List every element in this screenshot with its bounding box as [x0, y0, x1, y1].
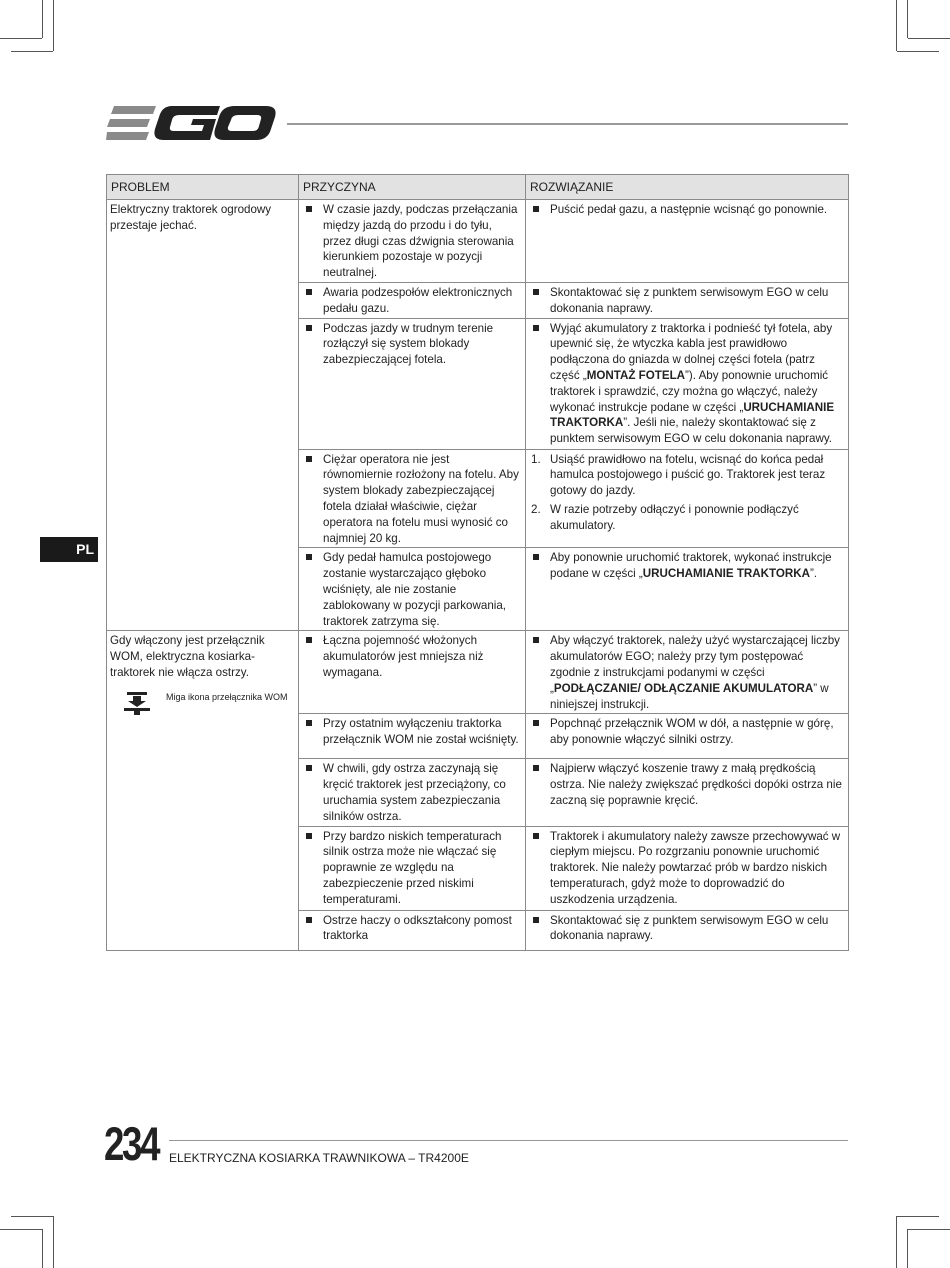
- solution-cell: [526, 910, 849, 950]
- cause-cell: [299, 449, 526, 548]
- wom-switch-icon: [122, 691, 152, 720]
- table-row: [107, 200, 849, 283]
- cause-text: W chwili, gdy ostrza zaczynają się kręcić traktorek jest przeciążony, co uruchamia system zabezpieczania silników ostrza.: [323, 762, 506, 823]
- bullet-icon: [533, 325, 539, 331]
- solution-cell: [526, 714, 849, 759]
- cause-text: Łączna pojemność włożonych akumulatorów jest mniejsza niż wymagana.: [323, 634, 484, 679]
- cause-item: [302, 452, 522, 547]
- cause-cell: [299, 910, 526, 950]
- cause-cell: [299, 714, 526, 759]
- solution-text: ”). Aby ponownie uruchomić traktorek i sprawdzić, czy można go włączyć, należy wykonać instrukcje podane w części „: [550, 368, 829, 414]
- solution-item: [529, 550, 845, 582]
- solution-item: [529, 716, 845, 748]
- cause-item: [302, 716, 522, 748]
- solution-text: ” w niniejszej instrukcji.: [550, 681, 829, 711]
- solution-text: Aby włączyć traktorek, należy użyć wystarczającej liczby akumulatorów EGO; należy przy tym postępować zgodnie z instrukcjami podanymi w części „: [550, 634, 840, 695]
- table-header-row: [107, 175, 849, 200]
- bullet-icon: [306, 206, 312, 212]
- cause-cell: [299, 631, 526, 714]
- solution-cell: [526, 631, 849, 714]
- solution-item: [529, 202, 845, 218]
- cause-item: [302, 202, 522, 281]
- cause-item: [302, 285, 522, 317]
- ego-logo: [106, 100, 278, 146]
- cause-text: Awaria podzespołów elektronicznych pedału gazu.: [323, 286, 513, 315]
- cause-cell: [299, 826, 526, 910]
- solution-text: ”. Jeśli nie, należy skontaktować się z punktem serwisowym EGO w celu dokonania naprawy.: [550, 416, 833, 446]
- solution-cell: [526, 200, 849, 283]
- solution-cell: [526, 283, 849, 319]
- section-reference: URUCHAMIANIE TRAKTORKA: [550, 400, 835, 430]
- table-row: [107, 631, 849, 714]
- cause-cell: [299, 318, 526, 449]
- bullet-icon: [306, 325, 312, 331]
- bullet-icon: [533, 289, 539, 295]
- solution-item: [529, 321, 845, 447]
- wom-icon-caption: Miga ikona przełącznika WOM: [166, 691, 288, 702]
- solution-cell: [526, 548, 849, 631]
- section-reference: PODŁĄCZANIE/ ODŁĄCZANIE AKUMULATORA: [553, 681, 814, 695]
- problem-cell: [107, 631, 299, 950]
- solution-item: [529, 452, 845, 499]
- problem-text: Elektryczny traktorek ogrodowy przestaje jechać.: [110, 203, 272, 232]
- header-problem: PROBLEM: [107, 175, 299, 200]
- page-number: 234: [104, 1117, 159, 1170]
- bullet-icon: [306, 289, 312, 295]
- cause-text: Przy ostatnim wyłączeniu traktorka przełącznik WOM nie został wciśnięty.: [323, 717, 519, 747]
- bullet-icon: [533, 720, 539, 726]
- footer-title: ELEKTRYCZNA KOSIARKA TRAWNIKOWA – TR4200E: [169, 1151, 469, 1165]
- solution-item: [529, 502, 845, 534]
- cause-item: [302, 633, 522, 680]
- step-number: 2.: [531, 502, 541, 516]
- language-tab: PL: [40, 537, 98, 562]
- solution-text: Wyjąć akumulatory z traktorka i podnieść tył fotela, aby upewnić się, że wtyczka kabla jest prawidłowo podłączona do gniazda w dolnej części fotela (patrz część „: [550, 321, 833, 382]
- cause-text: Ostrze haczy o odkształcony pomost traktorka: [323, 913, 512, 943]
- solution-text: Puścić pedał gazu, a następnie wcisnąć go ponownie.: [550, 203, 828, 216]
- problem-cell: [107, 200, 299, 631]
- bullet-icon: [533, 206, 539, 212]
- cause-text: W czasie jazdy, podczas przełączania między jazdą do przodu i do tyłu, przez długi czas dźwignia sterowania kierunkiem pozostaje w pozycji neutralnej.: [323, 203, 518, 280]
- solution-cell: [526, 449, 849, 548]
- solution-cell: [526, 318, 849, 449]
- solution-cell: [526, 826, 849, 910]
- troubleshooting-table: [106, 174, 849, 951]
- cause-text: Podczas jazdy w trudnym terenie rozłączył się system blokady zabezpieczającej fotela.: [323, 321, 494, 367]
- header-cause: PRZYCZYNA: [299, 175, 526, 200]
- cause-item: [302, 550, 522, 629]
- cause-cell: [299, 283, 526, 319]
- solution-item: [529, 633, 845, 712]
- solution-item: [529, 829, 845, 908]
- header-rule: [287, 123, 848, 125]
- bullet-icon: [533, 637, 539, 643]
- cause-text: Ciężar operatora nie jest równomiernie rozłożony na fotelu. Aby system blokady zabezpieczającej fotela działał właściwie, ciężar operatora na fotelu musi wynosić co najmniej 20 kg.: [323, 452, 519, 545]
- cause-item: [302, 913, 522, 945]
- solution-text: Skontaktować się z punktem serwisowym EGO w celu dokonania naprawy.: [550, 913, 829, 943]
- bullet-icon: [306, 637, 312, 643]
- solution-item: [529, 913, 845, 945]
- bullet-icon: [306, 456, 312, 462]
- bullet-icon: [306, 917, 312, 923]
- cause-text: Gdy pedał hamulca postojowego zostanie wystarczająco głęboko wciśnięty, ale nie zostanie zablokowany w pozycji parkowania, traktorek zatrzyma się.: [323, 551, 507, 628]
- bullet-icon: [533, 554, 539, 560]
- bullet-icon: [533, 833, 539, 839]
- bullet-icon: [533, 917, 539, 923]
- cause-cell: [299, 759, 526, 826]
- step-number: 1.: [531, 452, 541, 466]
- section-reference: URUCHAMIANIE TRAKTORKA: [642, 567, 811, 581]
- cause-cell: [299, 548, 526, 631]
- problem-text: Gdy włączony jest przełącznik WOM, elektryczna kosiarka-traktorek nie włącza ostrzy.: [110, 634, 265, 679]
- bullet-icon: [306, 720, 312, 726]
- bullet-icon: [306, 833, 312, 839]
- solution-cell: [526, 759, 849, 826]
- cause-item: [302, 761, 522, 824]
- solution-text: W razie potrzeby odłączyć i ponownie podłączyć akumulatory.: [550, 502, 799, 532]
- solution-text: Usiąść prawidłowo na fotelu, wcisnąć do końca pedał hamulca postojowego i puścić go. Traktorek jest teraz gotowy do jazdy.: [550, 452, 826, 498]
- section-reference: MONTAŻ FOTELA: [586, 368, 686, 382]
- footer-rule: [169, 1140, 848, 1141]
- header-solution: ROZWIĄZANIE: [526, 175, 849, 200]
- solution-text: Skontaktować się z punktem serwisowym EGO w celu dokonania naprawy.: [550, 286, 829, 315]
- solution-item: [529, 761, 845, 808]
- bullet-icon: [306, 554, 312, 560]
- cause-item: [302, 321, 522, 368]
- bullet-icon: [533, 765, 539, 771]
- cause-item: [302, 829, 522, 908]
- cause-cell: [299, 200, 526, 283]
- bullet-icon: [306, 765, 312, 771]
- cause-text: Przy bardzo niskich temperaturach silnik ostrza może nie włączać się poprawnie ze względu na zabezpieczenie przed niskimi temperaturami.: [323, 829, 502, 906]
- solution-text: ”.: [810, 567, 818, 581]
- solution-text: Traktorek i akumulatory należy zawsze przechowywać w ciepłym miejscu. Po rozgrzaniu ponownie uruchomić traktorek. Nie należy powtarzać prób w bardzo niskich temperaturach, gdyż może to doprowadzić do uszkodzenia urządzenia.: [550, 829, 841, 906]
- solution-text: Aby ponownie uruchomić traktorek, wykonać instrukcje podane w części „: [550, 551, 832, 581]
- solution-text: Popchnąć przełącznik WOM w dół, a następnie w górę, aby ponownie włączyć silniki ostrzy.: [550, 717, 834, 747]
- solution-item: [529, 285, 845, 317]
- solution-text: Najpierw włączyć koszenie trawy z małą prędkością ostrza. Nie należy zwiększać prędkości dopóki ostrza nie zaczną się poprawnie kręcić.: [550, 762, 842, 807]
- wom-indicator: [110, 691, 295, 720]
